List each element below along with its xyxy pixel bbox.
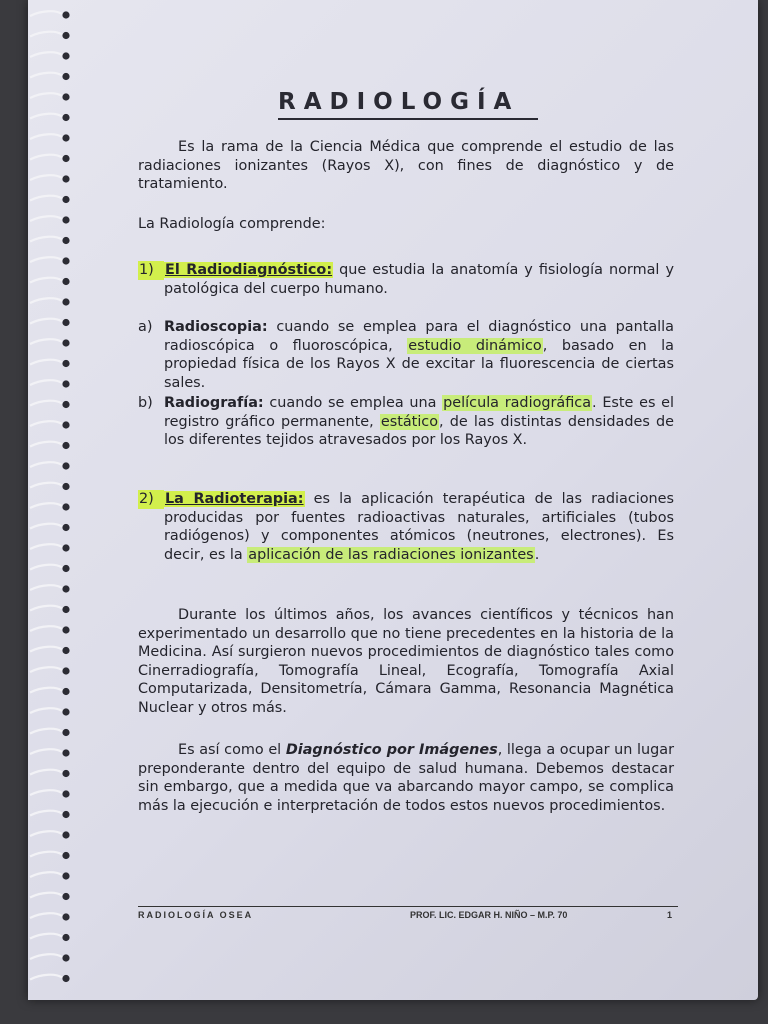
punch-hole	[62, 298, 69, 305]
item-letter: a)	[138, 319, 153, 335]
spiral-wire	[30, 503, 62, 508]
highlight-estudio-dinamico: estudio dinámico	[408, 337, 542, 354]
punch-hole	[62, 11, 69, 18]
spiral-wire	[30, 278, 62, 283]
punch-hole	[62, 852, 69, 859]
avances-paragraph: Durante los últimos años, los avances científicos y técnicos han experimentado un desarrollo que no tiene precedentes en la historia de la Medicina. Así surgieron nuevos procedimientos de diagnóstico tales como Cinerradiografía, Tomografía Lineal, Ecografía, Tomografía Axial Computarizada, Densitometría, Cámara Gamma, Resonancia Magnética Nuclear y otros más.	[138, 607, 674, 716]
punch-hole	[62, 954, 69, 961]
spiral-wire	[30, 380, 62, 385]
punch-hole	[62, 380, 69, 387]
spiral-wire	[30, 954, 62, 959]
punch-hole	[62, 278, 69, 285]
punch-hole	[62, 811, 69, 818]
punch-hole	[62, 975, 69, 982]
spiral-wire	[30, 831, 62, 836]
punch-hole	[62, 319, 69, 326]
spiral-wire	[30, 606, 62, 611]
punch-hole	[62, 913, 69, 920]
item-letter: b)	[138, 395, 153, 411]
spiral-wire	[30, 565, 62, 570]
term-radioterapia: La Radioterapia:	[165, 491, 304, 507]
spiral-wire	[30, 401, 62, 406]
spiral-wire	[30, 483, 62, 488]
intro-paragraph: Es la rama de la Ciencia Médica que comprende el estudio de las radiaciones ionizantes (Rayos X), con fines de diagnóstico y de tratamiento.	[138, 139, 674, 193]
spiral-wire	[30, 544, 62, 549]
punch-hole	[62, 729, 69, 736]
spiral-binding	[28, 0, 108, 1000]
punch-hole	[62, 606, 69, 613]
punch-hole	[62, 32, 69, 39]
spiral-wire	[30, 339, 62, 344]
punch-hole	[62, 831, 69, 838]
punch-hole	[62, 237, 69, 244]
footer-author: PROF. LIC. EDGAR H. NIÑO – M.P. 70	[410, 910, 568, 920]
footer-left: RADIOLOGÍA OSEA	[138, 910, 254, 920]
spiral-wire	[30, 708, 62, 713]
punch-hole	[62, 790, 69, 797]
punch-hole	[62, 749, 69, 756]
page-footer	[138, 906, 678, 927]
spiral-wire	[30, 93, 62, 98]
punch-hole	[62, 647, 69, 654]
punch-hole	[62, 462, 69, 469]
punch-hole	[62, 688, 69, 695]
spiral-wire	[30, 749, 62, 754]
spiral-wire	[30, 667, 62, 672]
punch-hole	[62, 585, 69, 592]
item-number: 2)	[138, 490, 164, 509]
spiral-wire	[30, 216, 62, 221]
spiral-wire	[30, 298, 62, 303]
spiral-wire	[30, 237, 62, 242]
highlight-pelicula-radiografica: película radiográfica	[443, 395, 592, 411]
spiral-wire	[30, 852, 62, 857]
punch-hole	[62, 257, 69, 264]
spiral-wire	[30, 52, 62, 57]
term-radiografia: Radiografía:	[164, 395, 264, 411]
spiral-wire	[30, 319, 62, 324]
punch-hole	[62, 770, 69, 777]
spiral-wire	[30, 196, 62, 201]
punch-hole	[62, 503, 69, 510]
spiral-wire	[30, 893, 62, 898]
spiral-wire	[30, 155, 62, 160]
punch-hole	[62, 544, 69, 551]
page-number: 1	[666, 910, 672, 920]
punch-hole	[62, 175, 69, 182]
spiral-wire	[30, 729, 62, 734]
punch-hole	[62, 483, 69, 490]
punch-hole	[62, 893, 69, 900]
spiral-wire	[30, 462, 62, 467]
punch-hole	[62, 93, 69, 100]
spiral-wire	[30, 647, 62, 652]
notebook-page	[28, 0, 758, 1000]
spiral-wire	[30, 442, 62, 447]
spiral-wire	[30, 811, 62, 816]
spiral-wire	[30, 626, 62, 631]
item-radioscopia: a) Radioscopia: cuando se emplea para el diagnóstico una pantalla radioscópica o fluoroscópica, estudio dinámico, basado en la propiedad física de los Rayos X de excitar la fluorescencia de ciertas sales.	[138, 319, 674, 391]
punch-hole	[62, 339, 69, 346]
punch-hole	[62, 872, 69, 879]
page-title: RADIOLOGÍA	[278, 86, 538, 120]
punch-hole	[62, 52, 69, 59]
punch-hole	[62, 114, 69, 121]
spiral-wire	[30, 32, 62, 37]
item-radiodiagnostico: 1) El Radiodiagnóstico: que estudia la anatomía y fisiología normal y patológica del cuerpo humano.	[139, 262, 674, 297]
spiral-wire	[30, 790, 62, 795]
punch-hole	[62, 934, 69, 941]
punch-hole	[62, 421, 69, 428]
spiral-wire	[30, 770, 62, 775]
spiral-wire	[30, 872, 62, 877]
term-radioscopia: Radioscopia:	[164, 319, 268, 335]
spiral-wire	[30, 11, 62, 16]
spiral-wire	[30, 934, 62, 939]
spiral-wire	[30, 585, 62, 590]
spiral-wire	[30, 73, 62, 78]
spiral-wire	[30, 257, 62, 262]
spiral-wire	[30, 114, 62, 119]
item-radioterapia: 2) La Radioterapia: es la aplicación terapéutica de las radiaciones producidas por fuentes radioactivas naturales, artificiales (tubos radiógenos) y componentes atómicos (neutrones, electrones). Es decir, es la aplicación de las radiaciones ionizantes.	[139, 491, 675, 563]
punch-hole	[62, 524, 69, 531]
spiral-wire	[30, 421, 62, 426]
punch-hole	[62, 565, 69, 572]
term-diagnostico-por-imagenes: Diagnóstico por Imágenes	[285, 742, 498, 758]
highlight-estatico: estático	[380, 413, 439, 430]
punch-hole	[62, 216, 69, 223]
spiral-wire	[30, 360, 62, 365]
spiral-wire	[30, 975, 62, 980]
spiral-wire	[30, 524, 62, 529]
punch-hole	[62, 442, 69, 449]
punch-hole	[62, 196, 69, 203]
comprende-line: La Radiología comprende:	[138, 216, 326, 232]
spiral-wire	[30, 913, 62, 918]
punch-hole	[62, 155, 69, 162]
punch-hole	[62, 626, 69, 633]
highlight-aplicacion-radiaciones: aplicación de las radiaciones ionizantes	[248, 546, 534, 563]
term-radiodiagnostico: El Radiodiagnóstico:	[165, 262, 333, 278]
spiral-wire	[30, 688, 62, 693]
spiral-wire	[30, 175, 62, 180]
spiral-wire	[30, 134, 62, 139]
punch-hole	[62, 73, 69, 80]
punch-hole	[62, 401, 69, 408]
punch-hole	[62, 667, 69, 674]
punch-hole	[62, 360, 69, 367]
punch-hole	[62, 708, 69, 715]
item-radiografia: b) Radiografía: cuando se emplea una película radiográfica. Este es el registro gráfico permanente, estático, de las distintas densidades de los diferentes tejidos atravesados por los Rayos X.	[138, 395, 674, 449]
punch-hole	[62, 134, 69, 141]
item-number: 1)	[138, 261, 164, 280]
final-paragraph: Es así como el Diagnóstico por Imágenes, llega a ocupar un lugar preponderante dentro del equipo de salud humana. Debemos destacar sin embargo, que a medida que va abarcando mayor campo, se complica más la ejecución e interpretación de todos estos nuevos procedimientos.	[138, 742, 675, 814]
